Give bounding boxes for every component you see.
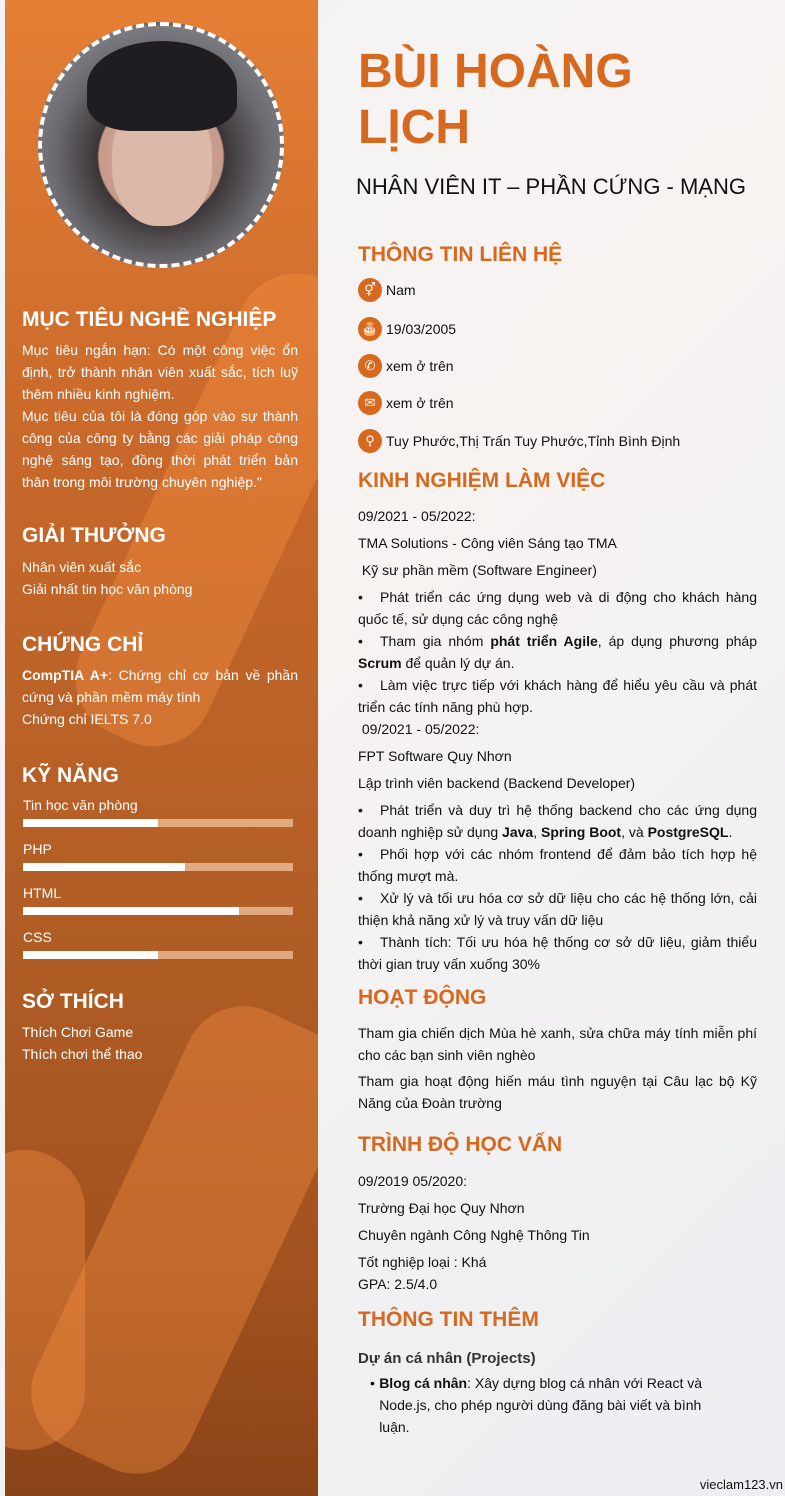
footer-watermark: vieclam123.vn xyxy=(699,1477,783,1492)
contact-phone: ✆ xem ở trên xyxy=(358,354,454,378)
extra-content xyxy=(358,1348,757,1438)
project-item: • Blog cá nhân: Xây dựng blog cá nhân với React và Node.js, cho phép người dùng đăng bài viết và bình luận. xyxy=(370,1375,703,1435)
job-bullet: • Làm việc trực tiếp với khách hàng để hiểu yêu cầu và phát triển các tính năng phù hợp. xyxy=(358,677,757,715)
skill-label: Tin học văn phòng xyxy=(23,797,138,813)
objective-line: Mục tiêu của tôi là đóng góp vào sự thành công của công ty bằng các giải pháp công nghệ sáng tạo, đồng thời phát triển bản thân trong môi trường chuyên nghiệp." xyxy=(22,408,298,490)
skill-bar-fill xyxy=(23,863,185,871)
education-gpa: GPA: 2.5/4.0 xyxy=(358,1276,438,1292)
award-item: Giải nhất tin học văn phòng xyxy=(22,581,193,597)
skill-bar xyxy=(23,951,293,959)
education-school: Trường Đại học Quy Nhơn xyxy=(358,1200,525,1216)
education-grade: Tốt nghiệp loại : Khá xyxy=(358,1254,487,1270)
job-bullet: • Phát triển và duy trì hệ thống backend cho các ứng dụng doanh nghiệp sử dụng Java, Spring Boot, và PostgreSQL. xyxy=(358,802,757,840)
job-date: 09/2021 - 05/2022: xyxy=(358,508,476,524)
gender-icon: ⚥ xyxy=(358,278,382,302)
job-date: 09/2021 - 05/2022: xyxy=(358,721,480,737)
skill-item xyxy=(23,841,293,871)
job-company: FPT Software Quy Nhơn xyxy=(358,748,512,764)
job-role: Kỹ sư phần mềm (Software Engineer) xyxy=(358,562,597,578)
skill-bar xyxy=(23,863,293,871)
activities-list xyxy=(358,1022,757,1114)
education-content xyxy=(358,1170,757,1295)
job-bullet: • Xử lý và tối ưu hóa cơ sở dữ liệu cho các hệ thống lớn, cải thiện khả năng xử lý và truy vấn dữ liệu xyxy=(358,890,757,928)
hobbies-list xyxy=(22,1021,298,1065)
job-bullet: • Phát triển các ứng dụng web và di động cho khách hàng quốc tế, sử dụng các công nghệ xyxy=(358,589,757,627)
skill-bar xyxy=(23,819,293,827)
skill-label: HTML xyxy=(23,885,62,901)
skill-label: PHP xyxy=(23,841,52,857)
experience-content xyxy=(358,505,757,975)
skill-item xyxy=(23,885,293,915)
certificates-list xyxy=(22,664,298,730)
skill-label: CSS xyxy=(23,929,52,945)
location-pin-icon: ⚲ xyxy=(358,429,382,453)
experience-title: KINH NGHIỆM LÀM VIỆC xyxy=(358,469,606,492)
contact-address: ⚲ Tuy Phước,Thị Trấn Tuy Phước,Tỉnh Bình Định xyxy=(358,429,680,453)
contact-birthday: 🎂 19/03/2005 xyxy=(358,317,456,341)
skills-title: KỸ NĂNG xyxy=(22,764,119,787)
sidebar xyxy=(5,0,318,1496)
skill-bar-fill xyxy=(23,819,158,827)
job-company: TMA Solutions - Công viên Sáng tạo TMA xyxy=(358,535,617,551)
job-bullet: • Tham gia nhóm phát triển Agile, áp dụng phương pháp Scrum để quản lý dự án. xyxy=(358,633,757,671)
avatar xyxy=(38,22,284,268)
contact-title: THÔNG TIN LIÊN HỆ xyxy=(358,243,563,266)
skill-bar xyxy=(23,907,293,915)
projects-subtitle: Dự án cá nhân (Projects) xyxy=(358,1350,536,1367)
envelope-icon: ✉ xyxy=(358,391,382,415)
skill-item xyxy=(23,929,293,959)
phone-icon: ✆ xyxy=(358,354,382,378)
contact-email: ✉ xem ở trên xyxy=(358,391,454,415)
certificate-item: CompTIA A+: Chứng chỉ cơ bản về phần cứng và phần mềm máy tính xyxy=(22,667,299,705)
skill-item xyxy=(23,797,293,827)
objective-text xyxy=(22,339,298,493)
activities-title: HOẠT ĐỘNG xyxy=(358,986,487,1009)
hobby-item: Thích Chơi Game xyxy=(22,1024,134,1040)
activity-item: Tham gia chiến dịch Mùa hè xanh, sửa chữa máy tính miễn phí cho các bạn sinh viên nghèo xyxy=(358,1025,757,1063)
contact-gender: ⚥ Nam xyxy=(358,278,416,302)
education-title: TRÌNH ĐỘ HỌC VẤN xyxy=(358,1133,563,1156)
extra-title: THÔNG TIN THÊM xyxy=(358,1308,539,1331)
candidate-name: BÙI HOÀNG LỊCH xyxy=(358,45,633,154)
objective-line: Mục tiêu ngắn hạn: Có một công việc ổn định, trở thành nhân viên xuất sắc, tích luỹ thêm nhiều kinh nghiệm. xyxy=(22,342,298,402)
skill-bar-fill xyxy=(23,907,239,915)
awards-title: GIẢI THƯỞNG xyxy=(22,524,166,547)
education-date: 09/2019 05/2020: xyxy=(358,1173,467,1189)
award-item: Nhân viên xuất sắc xyxy=(22,559,142,575)
job-bullet: • Thành tích: Tối ưu hóa hệ thống cơ sở dữ liệu, giảm thiểu thời gian truy vấn xuống 30% xyxy=(358,934,757,972)
decor-shape xyxy=(5,1150,85,1450)
education-major: Chuyên ngành Công Nghệ Thông Tin xyxy=(358,1227,590,1243)
skill-bar-fill xyxy=(23,951,158,959)
activity-item: Tham gia hoạt động hiến máu tình nguyện tại Câu lạc bộ Kỹ Năng của Đoàn trường xyxy=(358,1073,757,1111)
hobby-item: Thích chơi thể thao xyxy=(22,1046,143,1062)
certificate-item: Chứng chỉ IELTS 7.0 xyxy=(22,711,152,727)
objective-title: MỤC TIÊU NGHỀ NGHIỆP xyxy=(22,308,277,331)
awards-list xyxy=(22,556,298,600)
job-title: NHÂN VIÊN IT – PHẦN CỨNG - MẠNG xyxy=(356,174,746,199)
job-bullet: • Phối hợp với các nhóm frontend để đảm bảo tích hợp hệ thống mượt mà. xyxy=(358,846,757,884)
hobbies-title: SỞ THÍCH xyxy=(22,990,124,1013)
certificates-title: CHỨNG CHỈ xyxy=(22,633,144,656)
birthday-cake-icon: 🎂 xyxy=(358,317,382,341)
job-role: Lập trình viên backend (Backend Developer) xyxy=(358,775,636,791)
